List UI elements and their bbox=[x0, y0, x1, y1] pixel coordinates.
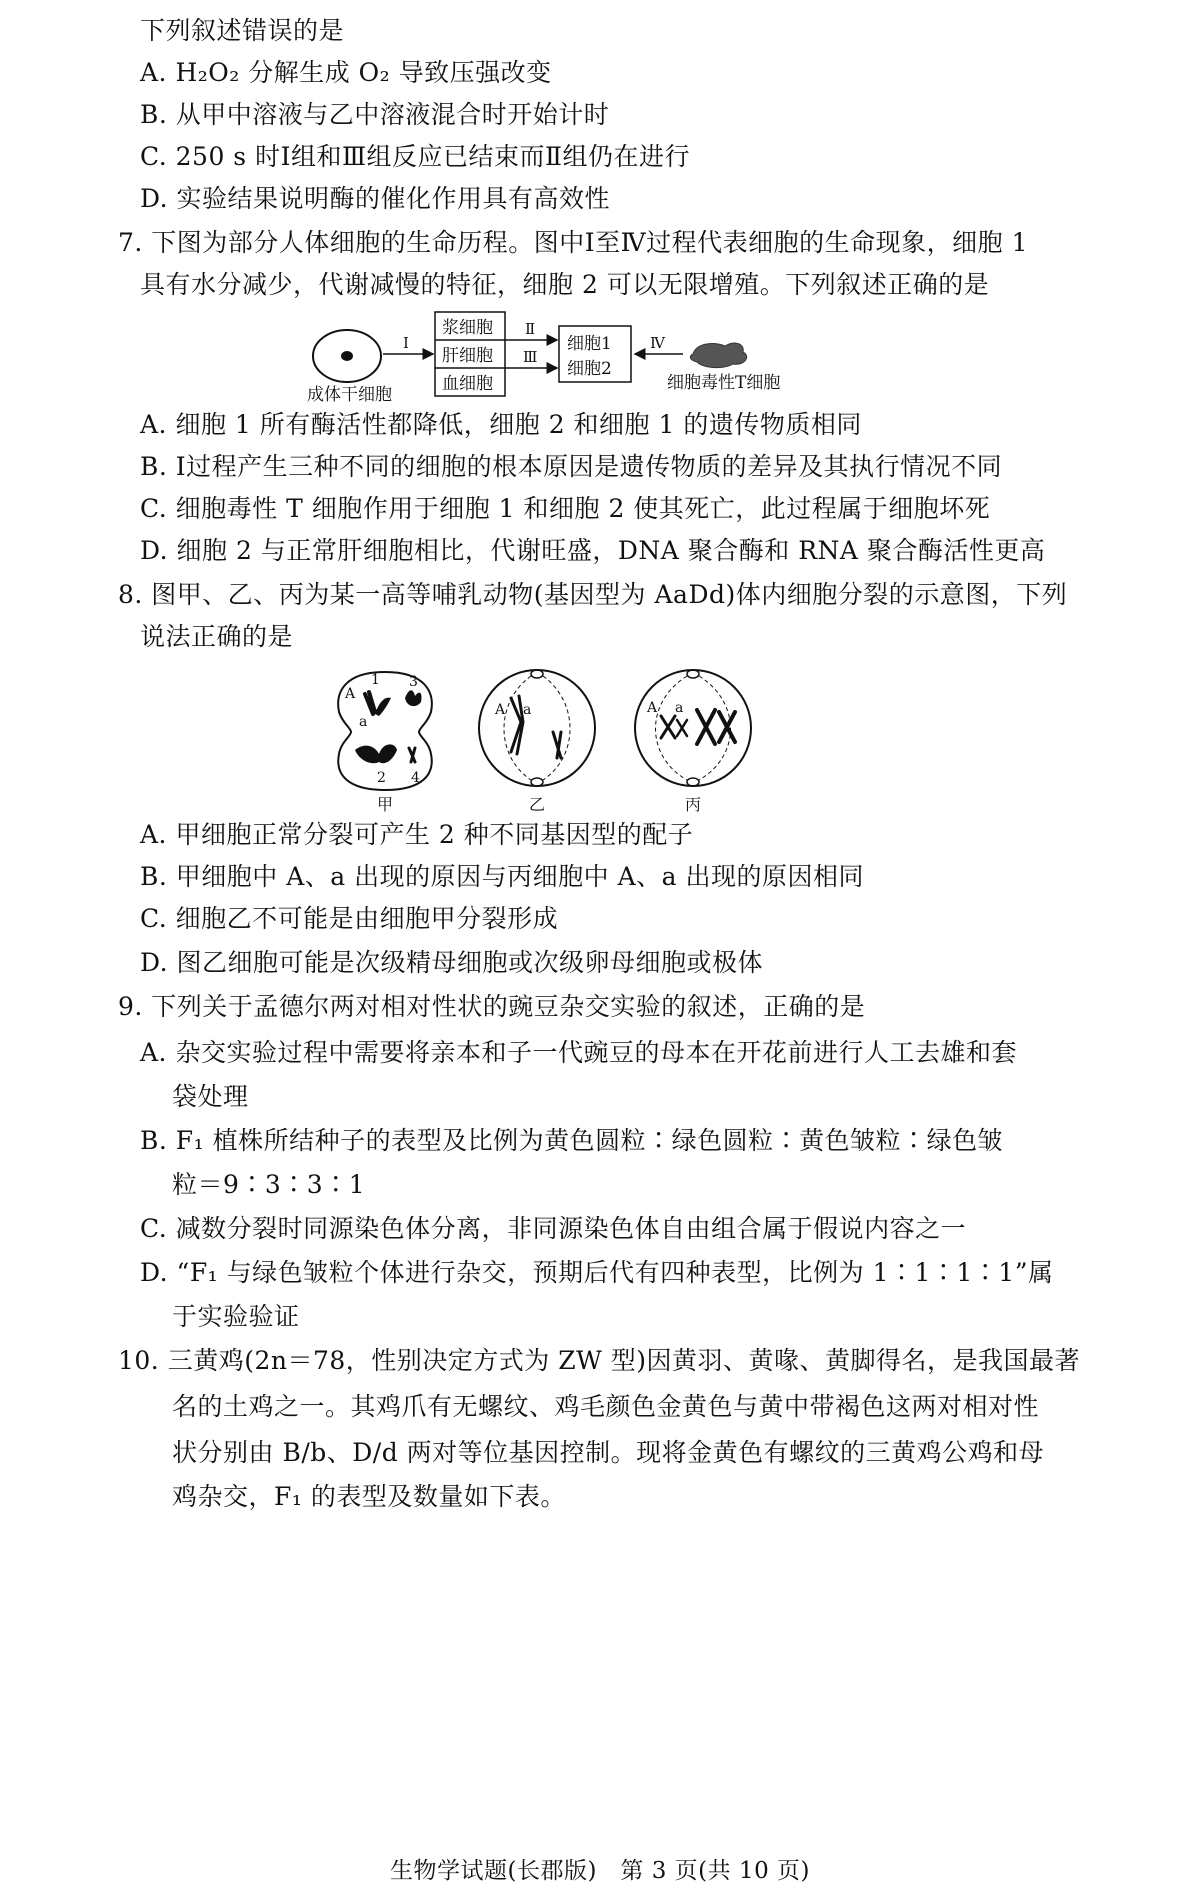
cell-label-blood: 血细胞 bbox=[442, 374, 493, 394]
q7-option-d: D. 细胞 2 与正常肝细胞相比，代谢旺盛，DNA 聚合酶和 RNA 聚合酶活性更高 bbox=[140, 536, 1046, 565]
label-yi: 乙 bbox=[529, 795, 546, 814]
q9-option-c: C. 减数分裂时同源染色体分离，非同源染色体自由组合属于假说内容之一 bbox=[140, 1214, 967, 1243]
q10-line-4: 鸡杂交，F₁ 的表型及数量如下表。 bbox=[172, 1482, 566, 1511]
chrom-label-3: 3 bbox=[409, 674, 418, 690]
gene-label-a-jia: a bbox=[359, 714, 368, 730]
q6-option-d: D. 实验结果说明酶的催化作用具有高效性 bbox=[140, 184, 611, 213]
q7-stem-line-2: 具有水分减少，代谢减慢的特征，细胞 2 可以无限增殖。下列叙述正确的是 bbox=[140, 270, 990, 299]
chromosome-4 bbox=[409, 748, 415, 762]
q8-option-a: A. 甲细胞正常分裂可产生 2 种不同基因型的配子 bbox=[140, 820, 694, 849]
stem-cell-label: 成体干细胞 bbox=[307, 385, 392, 404]
q6-option-a: A. H₂O₂ 分解生成 O₂ 导致压强改变 bbox=[140, 58, 552, 87]
q9-option-a-line-2: 袋处理 bbox=[172, 1082, 249, 1111]
centrosome-bottom-bing bbox=[687, 778, 699, 786]
chromosome-bing-4 bbox=[719, 712, 735, 742]
cell-label-plasma: 浆细胞 bbox=[442, 318, 493, 338]
chromosome-1 bbox=[365, 692, 375, 714]
chromosome-bing-1 bbox=[661, 716, 675, 738]
label-jia: 甲 bbox=[377, 795, 394, 814]
process-i-label: Ⅰ bbox=[403, 334, 409, 352]
cell-bing-membrane bbox=[635, 670, 751, 786]
gene-label-A-yi: A bbox=[495, 702, 506, 718]
centrosome-top-yi bbox=[531, 670, 543, 678]
q10-line-2: 名的土鸡之一。其鸡爪有无螺纹、鸡毛颜色金黄色与黄中带褐色这两对相对性 bbox=[172, 1392, 1040, 1421]
gene-label-A-jia: A bbox=[345, 686, 356, 702]
centrosome-top-bing bbox=[687, 670, 699, 678]
centrosome-bottom-yi bbox=[531, 778, 543, 786]
chromosome-3 bbox=[405, 690, 422, 706]
chromosome-bing-2 bbox=[677, 720, 687, 736]
gene-label-a-yi: a bbox=[523, 702, 532, 718]
q7-option-c: C. 细胞毒性 T 细胞作用于细胞 1 和细胞 2 使其死亡，此过程属于细胞坏死 bbox=[140, 494, 991, 523]
chrom-label-1: 1 bbox=[371, 672, 380, 688]
q9-option-b-line-1: B. F₁ 植株所结种子的表型及比例为黄色圆粒∶绿色圆粒∶黄色皱粒∶绿色皱 bbox=[140, 1126, 1004, 1155]
q9-option-b-line-2: 粒＝9∶3∶3∶1 bbox=[172, 1170, 366, 1199]
t-cell-icon bbox=[690, 343, 746, 368]
q8-cell-division-diagram bbox=[325, 662, 765, 814]
gene-label-A-bing: A bbox=[647, 700, 658, 716]
process-ii-label: Ⅱ bbox=[525, 320, 536, 338]
q9-option-d-line-2: 于实验验证 bbox=[172, 1302, 300, 1331]
q9-option-a-line-1: A. 杂交实验过程中需要将亲本和子一代豌豆的母本在开花前进行人工去雄和套 bbox=[140, 1038, 1017, 1067]
chromosome-2 bbox=[355, 744, 397, 763]
chrom-label-2: 2 bbox=[377, 770, 386, 786]
label-bing: 丙 bbox=[685, 795, 702, 814]
t-cell-label: 细胞毒性T细胞 bbox=[667, 373, 781, 393]
process-iv-label: Ⅳ bbox=[650, 334, 665, 352]
q7-stem-line-1: 7. 下图为部分人体细胞的生命历程。图中Ⅰ至Ⅳ过程代表细胞的生命现象，细胞 1 bbox=[118, 228, 1029, 257]
q9-stem: 9. 下列关于孟德尔两对相对性状的豌豆杂交实验的叙述，正确的是 bbox=[118, 992, 866, 1021]
chromosome-yi-left bbox=[511, 696, 523, 754]
q7-cell-fate-diagram bbox=[305, 308, 790, 404]
q8-option-b: B. 甲细胞中 A、a 出现的原因与丙细胞中 A、a 出现的原因相同 bbox=[140, 862, 864, 891]
q6-stem-end: 下列叙述错误的是 bbox=[140, 16, 345, 45]
chromosome-bing-3 bbox=[697, 710, 715, 744]
cell-yi-membrane bbox=[479, 670, 595, 786]
page-footer: 生物学试题(长郡版) 第 3 页(共 10 页) bbox=[389, 1858, 811, 1884]
cell-label-liver: 肝细胞 bbox=[442, 346, 493, 366]
q6-option-b: B. 从甲中溶液与乙中溶液混合时开始计时 bbox=[140, 100, 610, 129]
chromosome-yi-right bbox=[553, 732, 561, 758]
q8-stem-line-2: 说法正确的是 bbox=[140, 622, 294, 651]
q8-stem-line-1: 8. 图甲、乙、丙为某一高等哺乳动物(基因型为 AaDd)体内细胞分裂的示意图，下列 bbox=[118, 580, 1068, 609]
chrom-label-4: 4 bbox=[411, 770, 420, 786]
gene-label-a-bing: a bbox=[675, 700, 684, 716]
process-iii-label: Ⅲ bbox=[523, 348, 538, 366]
cell-2-label: 细胞2 bbox=[567, 359, 612, 379]
cell-1-label: 细胞1 bbox=[567, 334, 612, 354]
q6-option-c: C. 250 s 时Ⅰ组和Ⅲ组反应已结束而Ⅱ组仍在进行 bbox=[140, 142, 691, 171]
q10-line-3: 状分别由 B/b、D/d 两对等位基因控制。现将金黄色有螺纹的三黄鸡公鸡和母 bbox=[172, 1438, 1045, 1467]
nucleus-icon bbox=[341, 351, 353, 361]
q7-option-b: B. Ⅰ过程产生三种不同的细胞的根本原因是遗传物质的差异及其执行情况不同 bbox=[140, 452, 1003, 481]
q7-option-a: A. 细胞 1 所有酶活性都降低，细胞 2 和细胞 1 的遗传物质相同 bbox=[140, 410, 862, 439]
q9-option-d-line-1: D. “F₁ 与绿色皱粒个体进行杂交，预期后代有四种表型，比例为 1∶1∶1∶1”属 bbox=[140, 1258, 1054, 1287]
q8-option-d: D. 图乙细胞可能是次级精母细胞或次级卵母细胞或极体 bbox=[140, 948, 764, 977]
q8-option-c: C. 细胞乙不可能是由细胞甲分裂形成 bbox=[140, 904, 559, 933]
q10-line-1: 10. 三黄鸡(2n＝78，性别决定方式为 ZW 型)因黄羽、黄喙、黄脚得名，是我国最著 bbox=[118, 1346, 1080, 1375]
